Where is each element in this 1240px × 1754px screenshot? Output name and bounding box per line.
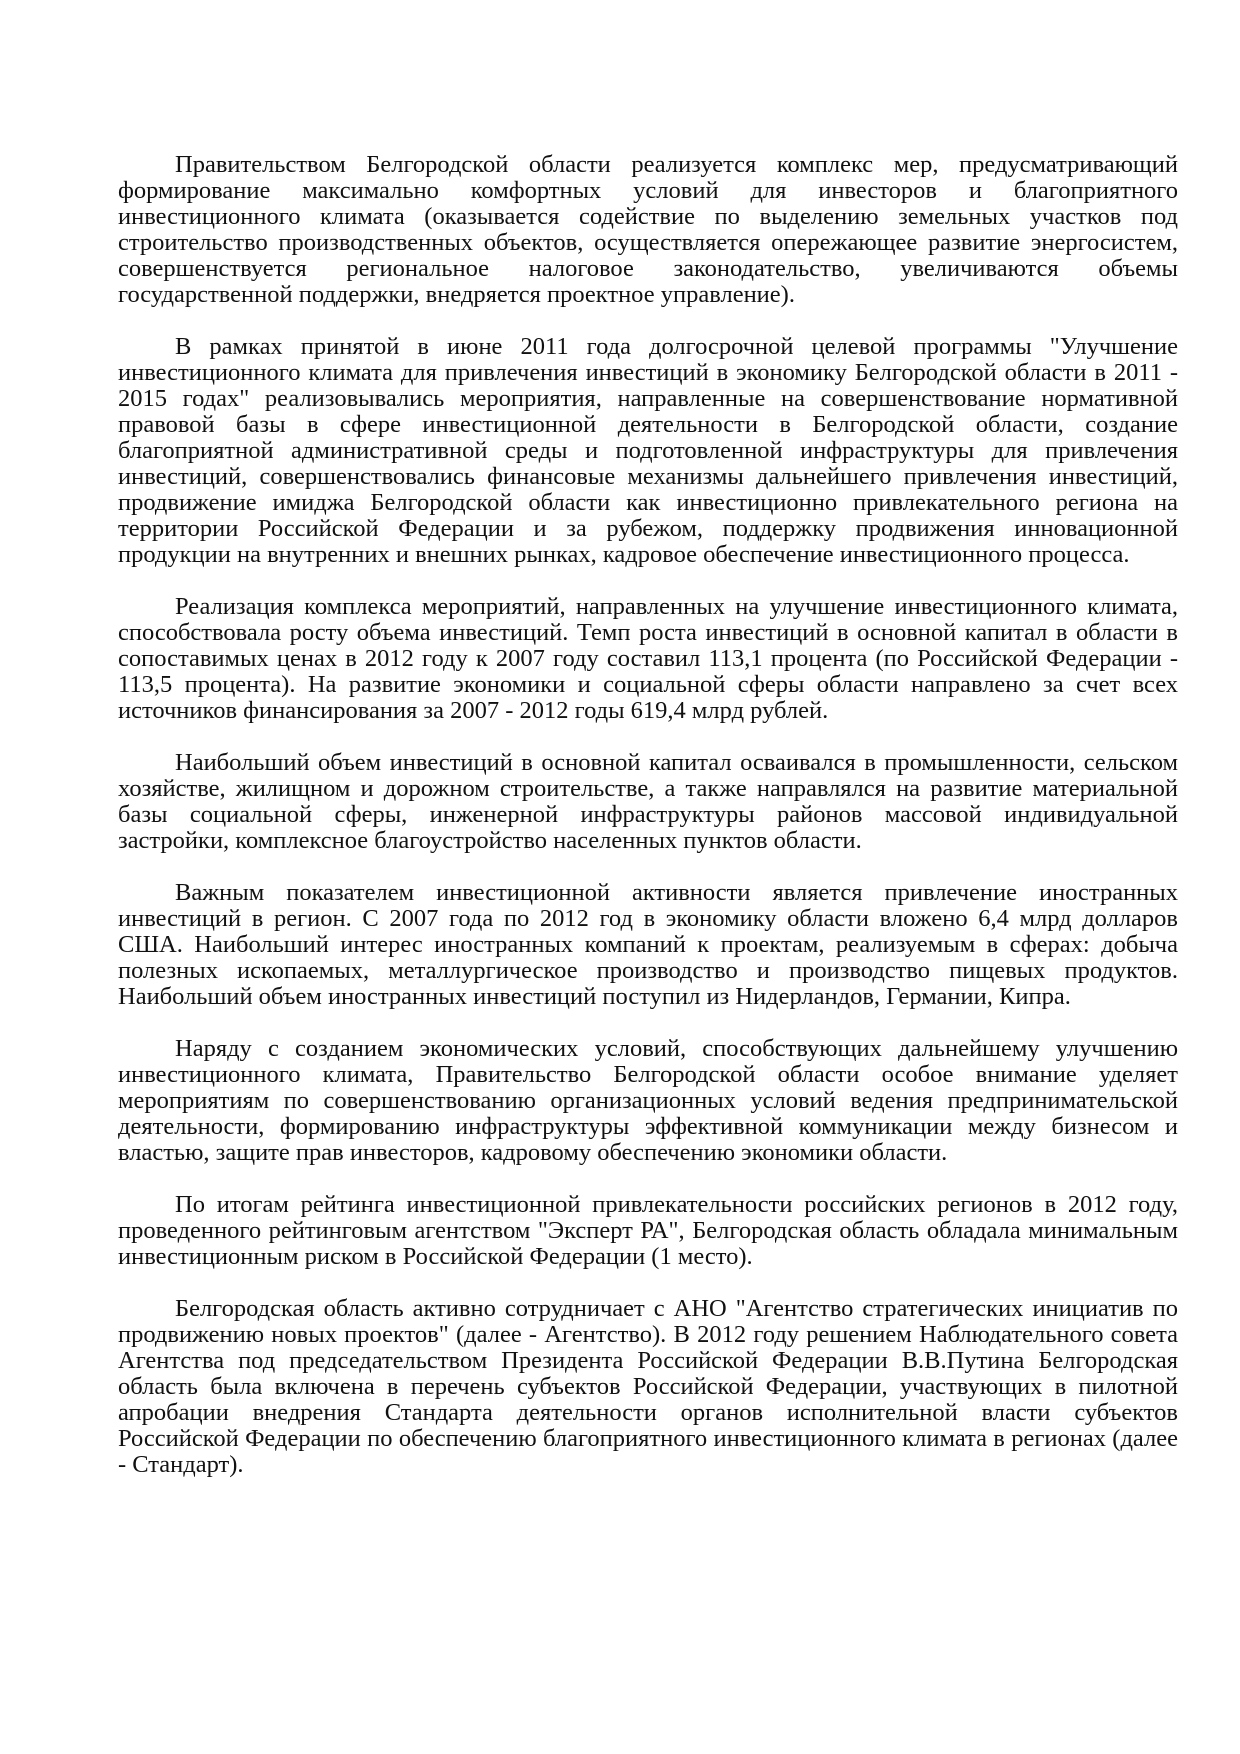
paragraph-fixed-capital: Наибольший объем инвестиций в основной капитал осваивался в промышленности, сельском хозяйстве, жилищном и дорожном строительстве, а также направлялся на развитие материальной базы социальной сферы, инженерной инфраструктуры районов массовой индивидуальной застройки, комплексное благоустройство населенных пунктов области.: [118, 749, 1178, 854]
document-page: [118, 152, 1178, 1504]
paragraph-government-measures: Правительством Белгородской области реализуется комплекс мер, предусматривающий формирование максимально комфортных условий для инвесторов и благоприятного инвестиционного климата (оказывается содействие по выделению земельных участков под строительство производственных объектов, осуществляется опережающее развитие энергосистем, совершенствуется региональное налоговое законодательство, увеличиваются объемы государственной поддержки, внедряется проектное управление).: [118, 151, 1178, 308]
paragraph-organizational-conditions: Наряду с созданием экономических условий, способствующих дальнейшему улучшению инвестиционного климата, Правительство Белгородской области особое внимание уделяет мероприятиям по совершенствованию организационных условий ведения предпринимательской деятельности, формированию инфраструктуры эффективной коммуникации между бизнесом и властью, защите прав инвесторов, кадровому обеспечению экономики области.: [118, 1035, 1178, 1166]
paragraph-target-program: В рамках принятой в июне 2011 года долгосрочной целевой программы "Улучшение инвестиционного климата для привлечения инвестиций в экономику Белгородской области в 2011 - 2015 годах" реализовывались мероприятия, направленные на совершенствование нормативной правовой базы в сфере инвестиционной деятельности в Белгородской области, создание благоприятной административной среды и подготовленной инфраструктуры для привлечения инвестиций, совершенствовались финансовые механизмы дальнейшего привлечения инвестиций, продвижение имиджа Белгородской области как инвестиционно привлекательного региона на территории Российской Федерации и за рубежом, поддержку продвижения инновационной продукции на внутренних и внешних рынках, кадровое обеспечение инвестиционного процесса.: [118, 333, 1178, 568]
paragraph-investment-growth: Реализация комплекса мероприятий, направленных на улучшение инвестиционного климата, способствовала росту объема инвестиций. Темп роста инвестиций в основной капитал в области в сопоставимых ценах в 2012 году к 2007 году составил 113,1 процента (по Российской Федерации - 113,5 процента). На развитие экономики и социальной сферы области направлено за счет всех источников финансирования за 2007 - 2012 годы 619,4 млрд рублей.: [118, 593, 1178, 724]
paragraph-rating: По итогам рейтинга инвестиционной привлекательности российских регионов в 2012 году, проведенного рейтинговым агентством "Эксперт РА", Белгородская область обладала минимальным инвестиционным риском в Российской Федерации (1 место).: [118, 1191, 1178, 1270]
paragraph-foreign-investment: Важным показателем инвестиционной активности является привлечение иностранных инвестиций в регион. С 2007 года по 2012 год в экономику области вложено 6,4 млрд долларов США. Наибольший интерес иностранных компаний к проектам, реализуемым в сферах: добыча полезных ископаемых, металлургическое производство и производство пищевых продуктов. Наибольший объем иностранных инвестиций поступил из Нидерландов, Германии, Кипра.: [118, 879, 1178, 1010]
paragraph-agency-cooperation: Белгородская область активно сотрудничает с АНО "Агентство стратегических инициатив по продвижению новых проектов" (далее - Агентство). В 2012 году решением Наблюдательного совета Агентства под председательством Президента Российской Федерации В.В.Путина Белгородская область была включена в перечень субъектов Российской Федерации, участвующих в пилотной апробации внедрения Стандарта деятельности органов исполнительной власти субъектов Российской Федерации по обеспечению благоприятного инвестиционного климата в регионах (далее - Стандарт).: [118, 1295, 1178, 1478]
